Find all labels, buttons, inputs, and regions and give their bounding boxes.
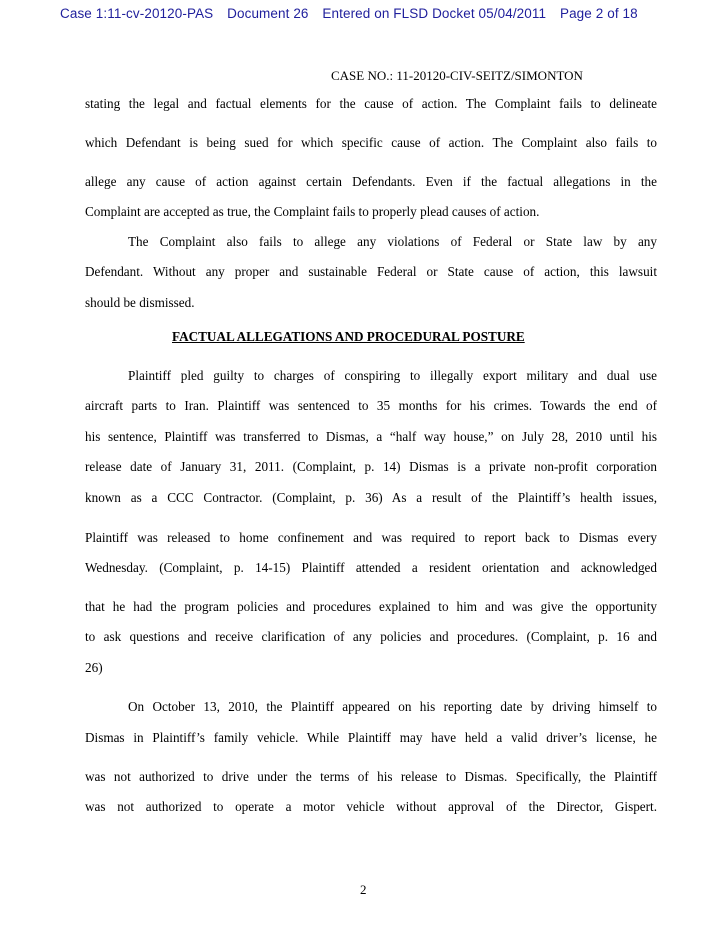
- body-line: release date of January 31, 2011. (Complaint, p. 14) Dismas is a private non-profit corporation: [85, 459, 657, 474]
- header-page: Page 2 of 18: [559, 6, 638, 21]
- body-line: The Complaint also fails to allege any violations of Federal or State law by any: [128, 234, 657, 249]
- body-line: On October 13, 2010, the Plaintiff appeared on his reporting date by driving himself to: [128, 699, 657, 714]
- body-line: was not authorized to drive under the terms of his release to Dismas. Specifically, the Plaintiff: [85, 769, 657, 784]
- header-case: Case 1:11-cv-20120-PAS: [60, 6, 214, 21]
- header-document: Document 26: [227, 6, 309, 21]
- body-line: that he had the program policies and procedures explained to him and was give the opportunity: [85, 599, 657, 614]
- body-line: Dismas in Plaintiff’s family vehicle. While Plaintiff may have held a valid driver’s license, he: [85, 730, 657, 745]
- page-number: 2: [360, 882, 367, 897]
- body-line: which Defendant is being sued for which specific cause of action. The Complaint also fails to: [85, 135, 657, 150]
- body-line: aircraft parts to Iran. Plaintiff was sentenced to 35 months for his crimes. Towards the end of: [85, 398, 657, 413]
- header-entered: Entered on FLSD Docket 05/04/2011: [322, 6, 547, 21]
- body-line: Wednesday. (Complaint, p. 14-15) Plaintiff attended a resident orientation and acknowledged: [85, 560, 657, 575]
- body-line: Defendant. Without any proper and sustainable Federal or State cause of action, this lawsuit: [85, 264, 657, 279]
- body-line: to ask questions and receive clarification of any policies and procedures. (Complaint, p. 16 and: [85, 629, 657, 644]
- body-line: known as a CCC Contractor. (Complaint, p. 36) As a result of the Plaintiff’s health issues,: [85, 490, 657, 505]
- body-line: stating the legal and factual elements for the cause of action. The Complaint fails to delineate: [85, 96, 657, 111]
- section-heading: FACTUAL ALLEGATIONS AND PROCEDURAL POSTURE: [172, 329, 525, 344]
- body-line: Plaintiff pled guilty to charges of conspiring to illegally export military and dual use: [128, 368, 657, 383]
- body-line: 26): [85, 660, 103, 675]
- body-line: should be dismissed.: [85, 295, 195, 310]
- case-number: CASE NO.: 11-20120-CIV-SEITZ/SIMONTON: [331, 68, 583, 83]
- body-line: Complaint are accepted as true, the Complaint fails to properly plead causes of action.: [85, 204, 540, 219]
- body-line: Plaintiff was released to home confinement and was required to report back to Dismas every: [85, 530, 657, 545]
- body-line: his sentence, Plaintiff was transferred to Dismas, a “half way house,” on July 28, 2010 until his: [85, 429, 657, 444]
- ecf-header: [60, 6, 680, 21]
- body-line: allege any cause of action against certain Defendants. Even if the factual allegations in the: [85, 174, 657, 189]
- body-line: was not authorized to operate a motor vehicle without approval of the Director, Gispert.: [85, 799, 657, 814]
